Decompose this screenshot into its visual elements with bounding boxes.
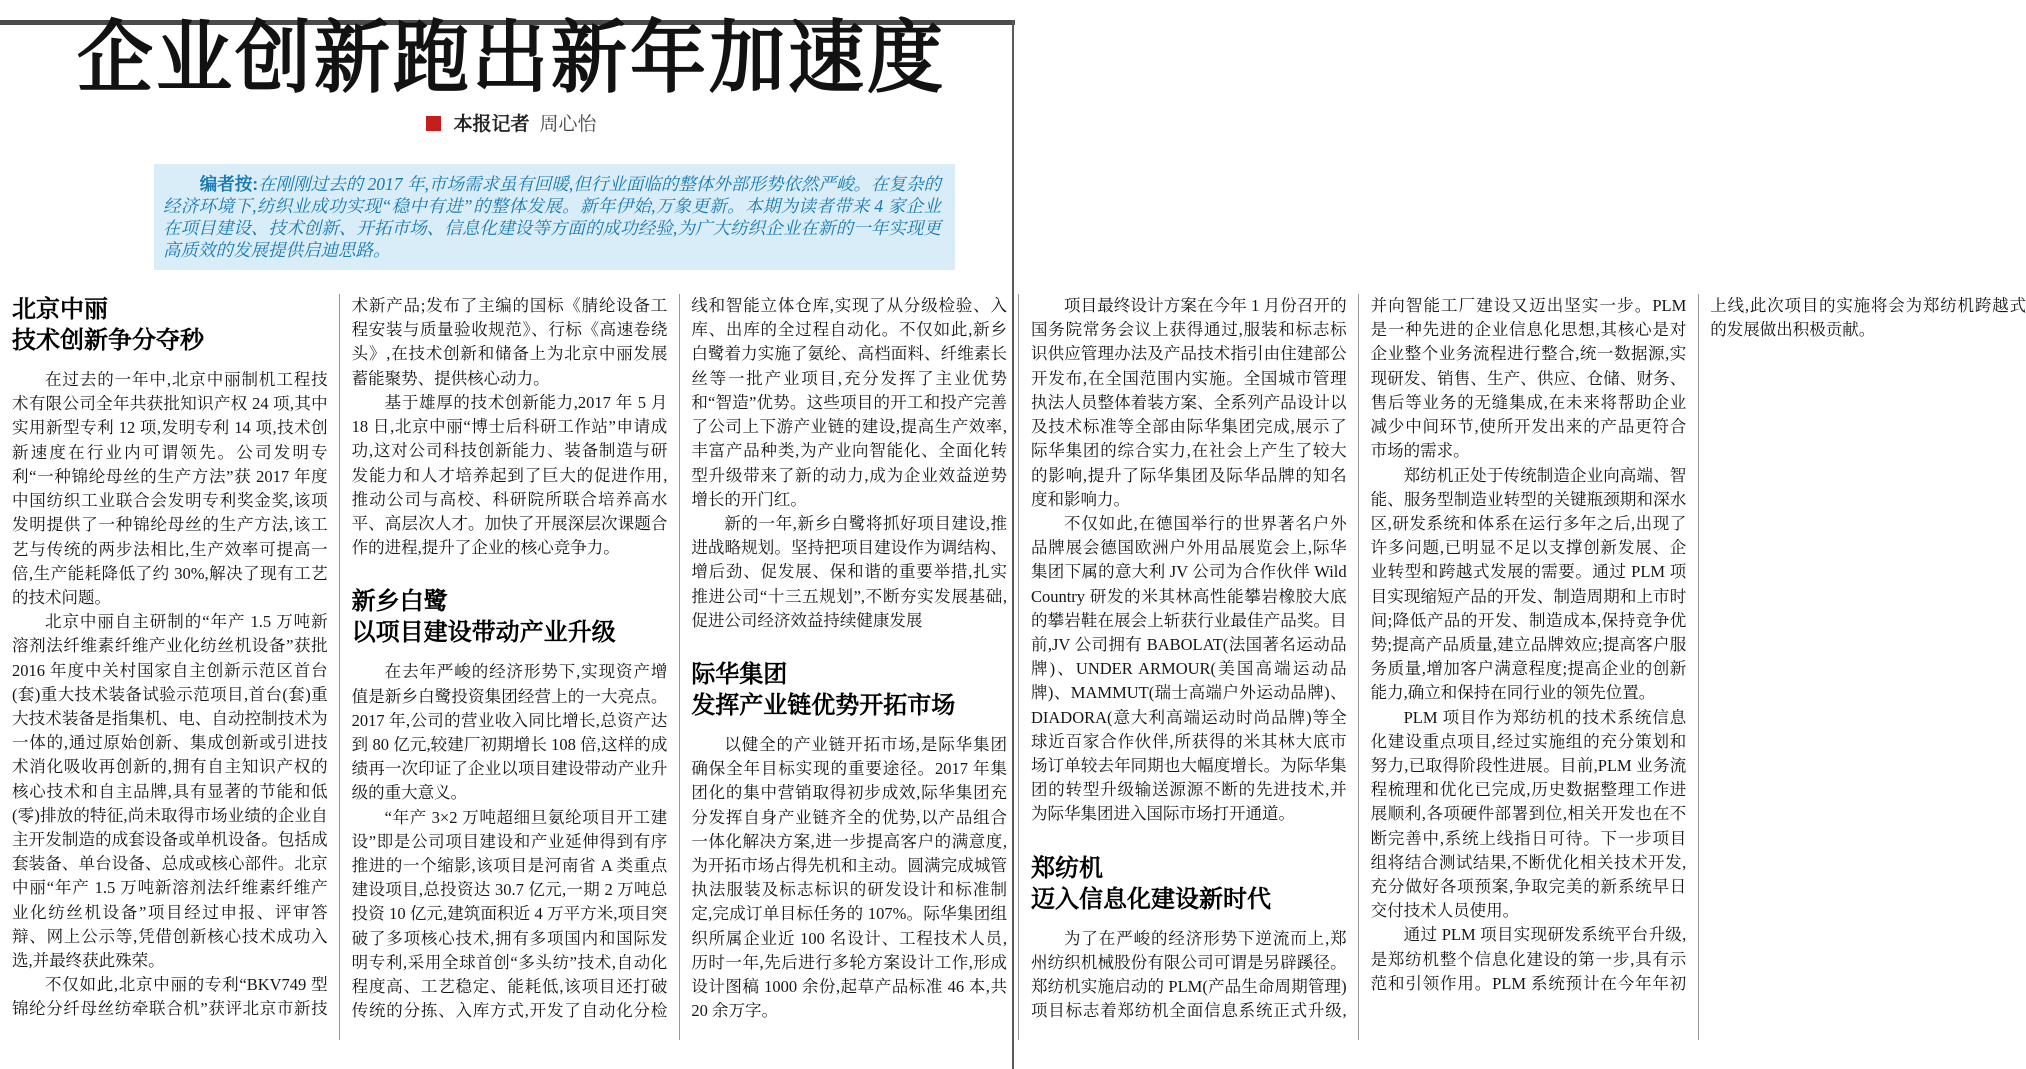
section-heading-zhengfangji bbox=[1031, 853, 1347, 915]
article-paragraph: 郑纺机正处于传统制造企业向高端、智能、服务型制造业转型的关键瓶颈期和深水区,研发系统和体系在运行多年之后,出现了许多问题,已明显不足以支撑创新发展、企业转型和跨越式发展的需要。通过 PLM 项目实现缩短产品的开发、制造周期和上市时间;降低产品的开发、制造成本,保持竞争优势;提高产品质量,建立品牌效应;提高客户服务质量,增加客户满意程度;提高企业的创新能力,确立和保持在同行业的领先位置。 bbox=[1370, 465, 1687, 703]
article-paragraph: 不仅如此,北京中丽的专利“BKV749 型锦纶分纤母丝纺牵联合机”获评北京市新技术新产品;发布了主编的国标《腈纶设备工程安装与质量验收规范》、行标《高速卷绕头》,在技术创新和储备上为北京中丽发展蓄能聚势、提供核心动力。 bbox=[12, 296, 668, 1019]
editor-note-box bbox=[154, 164, 955, 270]
article-body bbox=[12, 294, 2026, 1040]
section-heading-line2: 以项目建设带动产业升级 bbox=[351, 619, 616, 647]
byline-red-square-icon bbox=[426, 116, 441, 131]
right-border-rule bbox=[1012, 20, 1014, 1069]
section-heading-line1: 际华集团 bbox=[691, 660, 788, 688]
headline: 企业创新跑出新年加速度 bbox=[77, 15, 946, 103]
section-heading-line1: 郑纺机 bbox=[1030, 854, 1103, 882]
section-heading-line1: 新乡白鹭 bbox=[351, 588, 448, 616]
section-heading-line2: 迈入信息化建设新时代 bbox=[1030, 885, 1271, 913]
byline-prefix: 本报记者 bbox=[453, 114, 530, 136]
article-paragraph: 新的一年,新乡白鹭将抓好项目建设,推进战略规划。坚持把项目建设作为调结构、增后劲、促发展、保和谐的重要举措,扎实推进公司“十三五规划”,不断夯实发展基础,促进公司经济效益持续健康发展 bbox=[691, 513, 1007, 630]
editor-note-label: 编者按: bbox=[199, 174, 259, 195]
article-paragraph: 在过去的一年中,北京中丽制机工程技术有限公司全年共获批知识产权 24 项,其中实用新型专利 12 项,发明专利 14 项,技术创新速度在行业内可谓领先。公司发明专利“一种锦纶母丝的生产方法”获 2017 年度中国纺织工业联合会发明专利奖金奖,该项发明提供了一种锦纶母丝的生产方法,该工艺与传统的两步法相比,生产效率可提高一倍,生产能耗降低了约 30%,解决了现有工艺的技术问题。 bbox=[12, 370, 328, 607]
article-paragraph: 通过 PLM 项目实现研发系统平台升级,是郑纺机整个信息化建设的第一步,具有示范和引领作用。PLM 系统预计在今年年初上线,此次项目的实施将会为郑纺机跨越式的发展做出积极贡献。 bbox=[1370, 296, 2026, 993]
section-heading-xinxiang-bailu bbox=[352, 586, 668, 648]
section-heading-line2: 技术创新争分夺秒 bbox=[12, 327, 204, 355]
editor-note-paragraph bbox=[163, 173, 941, 261]
article-paragraph: 以健全的产业链开拓市场,是际华集团确保全年目标实现的重要途径。2017 年集团化的集中营销取得初步成效,际华集团充分发挥自身产业链齐全的优势,以产品组合一体化解决方案,进一步提高客户的满意度,为开拓市场占得先机和主动。圆满完成城管执法服装及标志标识的研发设计和标准制定,完成订单目标任务的 107%。际华集团组织所属企业近 100 名设计、工程技术人员,历时一年,先后进行多轮方案设计工作,形成设计图稿 1000 余份,起草产品标准 46 本,共 20 余万字。 bbox=[691, 734, 1007, 1021]
article-paragraph: 项目最终设计方案在今年 1 月份召开的国务院常务会议上获得通过,服装和标志标识供应管理办法及产品技术指引由住建部公开发布,在全国范围内实施。全国城市管理执法人员整体着装方案、全系列产品设计以及技术标准等全部由际华集团完成,展示了际华集团的综合实力,在社会上产生了较大的影响,提升了际华集团及际华品牌的知名度和影响力。 bbox=[1030, 296, 1347, 509]
editor-note-text: 在刚刚过去的 2017 年,市场需求虽有回暖,但行业面临的整体外部形势依然严峻。在复杂的经济环境下,纺织业成功实现“稳中有进”的整体发展。新年伊始,万象更新。本期为读者带来 4 家企业在项目建设、技术创新、开拓市场、信息化建设等方面的成功经验,为广大纺织企业在新的一年实现更高质效的发展提供启迪思路。 bbox=[163, 174, 941, 261]
article-paragraph: 为了在严峻的经济形势下逆流而上,郑州纺织机械股份有限公司可谓是另辟蹊径。郑纺机实施启动的 PLM(产品生命周期管理)项目标志着郑纺机全面信息系统正式升级,并向智能工厂建设又迈出坚实一步。PLM 是一种先进的企业信息化思想,其核心是对企业整个业务流程进行整合,统一数据源,实现研发、销售、生产、供应、仓储、财务、售后等业务的无缝集成,在未来将帮助企业减少中间环节,使所开发出来的产品更符合市场的需求。 bbox=[1030, 296, 1687, 1021]
section-heading-line2: 发挥产业链优势开拓市场 bbox=[691, 691, 956, 719]
article-paragraph: 在去年严峻的经济形势下,实现资产增值是新乡白鹭投资集团经营上的一大亮点。2017 年,公司的营业收入同比增长,总资产达到 80 亿元,较建厂初期增长 108 倍,这样的成绩再一次印证了企业以项目建设带动产业升级的重大意义。 bbox=[351, 662, 668, 803]
byline bbox=[0, 109, 1023, 136]
article-paragraph: 基于雄厚的技术创新能力,2017 年 5 月 18 日,北京中丽“博士后科研工作站”申请成功,这对公司科技创新能力、装备制造与研发能力和人才培养起到了巨大的促进作用,推动公司与高校、科研院所联合培养高水平、高层次人才。加快了开展深层次课题合作的进程,提升了企业的核心竞争力。 bbox=[351, 392, 668, 558]
byline-author: 周心怡 bbox=[539, 114, 597, 136]
article-paragraph: “年产 3×2 万吨超细旦氨纶项目开工建设”即是公司项目建设和产业延伸得到有序推进的一个缩影,该项目是河南省 A 类重点建设项目,总投资达 30.7 亿元,一期 2 万吨总投资 10 亿元,建筑面积近 4 万平方米,项目突破了多项核心技术,拥有多项国内和国际发明专利,采用全球首创“多头纺”技术,自动化程度高、工艺稳定、能耗低,该项目还打破传统的分拣、入库方式,开发了自动化分检线和智能立体仓库,实现了从分级检验、入库、出库的全过程自动化。不仅如此,新乡白鹭着力实施了氨纶、高档面料、纤维素长丝等一批产业项目,充分发挥了主业优势和“智造”优势。这些项目的开工和投产完善了公司上下游产业链的建设,提高生产效率,丰富产品种类,为产业向智能化、全面化转型升级带来了新的动力,成为企业效益逆势增长的开门红。 bbox=[351, 296, 1007, 1021]
section-heading-jihua-group bbox=[691, 659, 1007, 721]
article-paragraph: 不仅如此,在德国举行的世界著名户外品牌展会德国欧洲户外用品展览会上,际华集团下属的意大利 JV 公司为合作伙伴 Wild Country 研发的米其林高性能攀岩橡胶大底的攀岩鞋在展会上斩获行业最佳产品奖。目前,JV 公司拥有 BABOLAT(法国著名运动品牌)、UNDER ARMOUR(美国高端运动品牌)、MAMMUT(瑞士高端户外运动品牌)、DIADORA(意大利高端运动时尚品牌)等全球近百家合作伙伴,所获得的米其林大底市场订单较去年同期也大幅度增长。为际华集团的转型升级输送源源不断的先进技术,并为际华集团进入国际市场打开通道。 bbox=[1030, 513, 1347, 824]
section-heading-beijing-zhongli bbox=[12, 294, 328, 356]
section-heading-line1: 北京中丽 bbox=[12, 296, 108, 324]
article-paragraph: PLM 项目作为郑纺机的技术系统信息化建设重点项目,经过实施组的充分策划和努力,已取得阶段性进展。目前,PLM 业务流程梳理和优化已完成,历史数据整理工作进展顺利,各项硬件部署到位,相关开发也在不断完善中,系统上线指日可待。下一步项目组将结合测试结果,不断优化相关技术开发,充分做好各项预案,争取完美的新系统早日交付技术人员使用。 bbox=[1370, 707, 1687, 921]
article-paragraph: 北京中丽自主研制的“年产 1.5 万吨新溶剂法纤维素纤维产业化纺丝机设备”获批 2016 年度中关村国家自主创新示范区首台(套)重大技术装备试验示范项目,首台(套)重大技术装备是指集机、电、自动控制技术为一体的,通过原始创新、集成创新或引进技术消化吸收再创新的,拥有自主知识产权的核心技术和自主品牌,具有显著的节能和低(零)排放的特征,尚未取得市场业绩的企业自主开发制造的成套设备或单机设备。包括成套装备、单台设备、总成或核心部件。北京中丽“年产 1.5 万吨新溶剂法纤维素纤维产业化纺丝机设备”项目经过申报、评审答辩、网上公示等,凭借创新核心技术成功入选,并最终获此殊荣。 bbox=[12, 612, 328, 970]
